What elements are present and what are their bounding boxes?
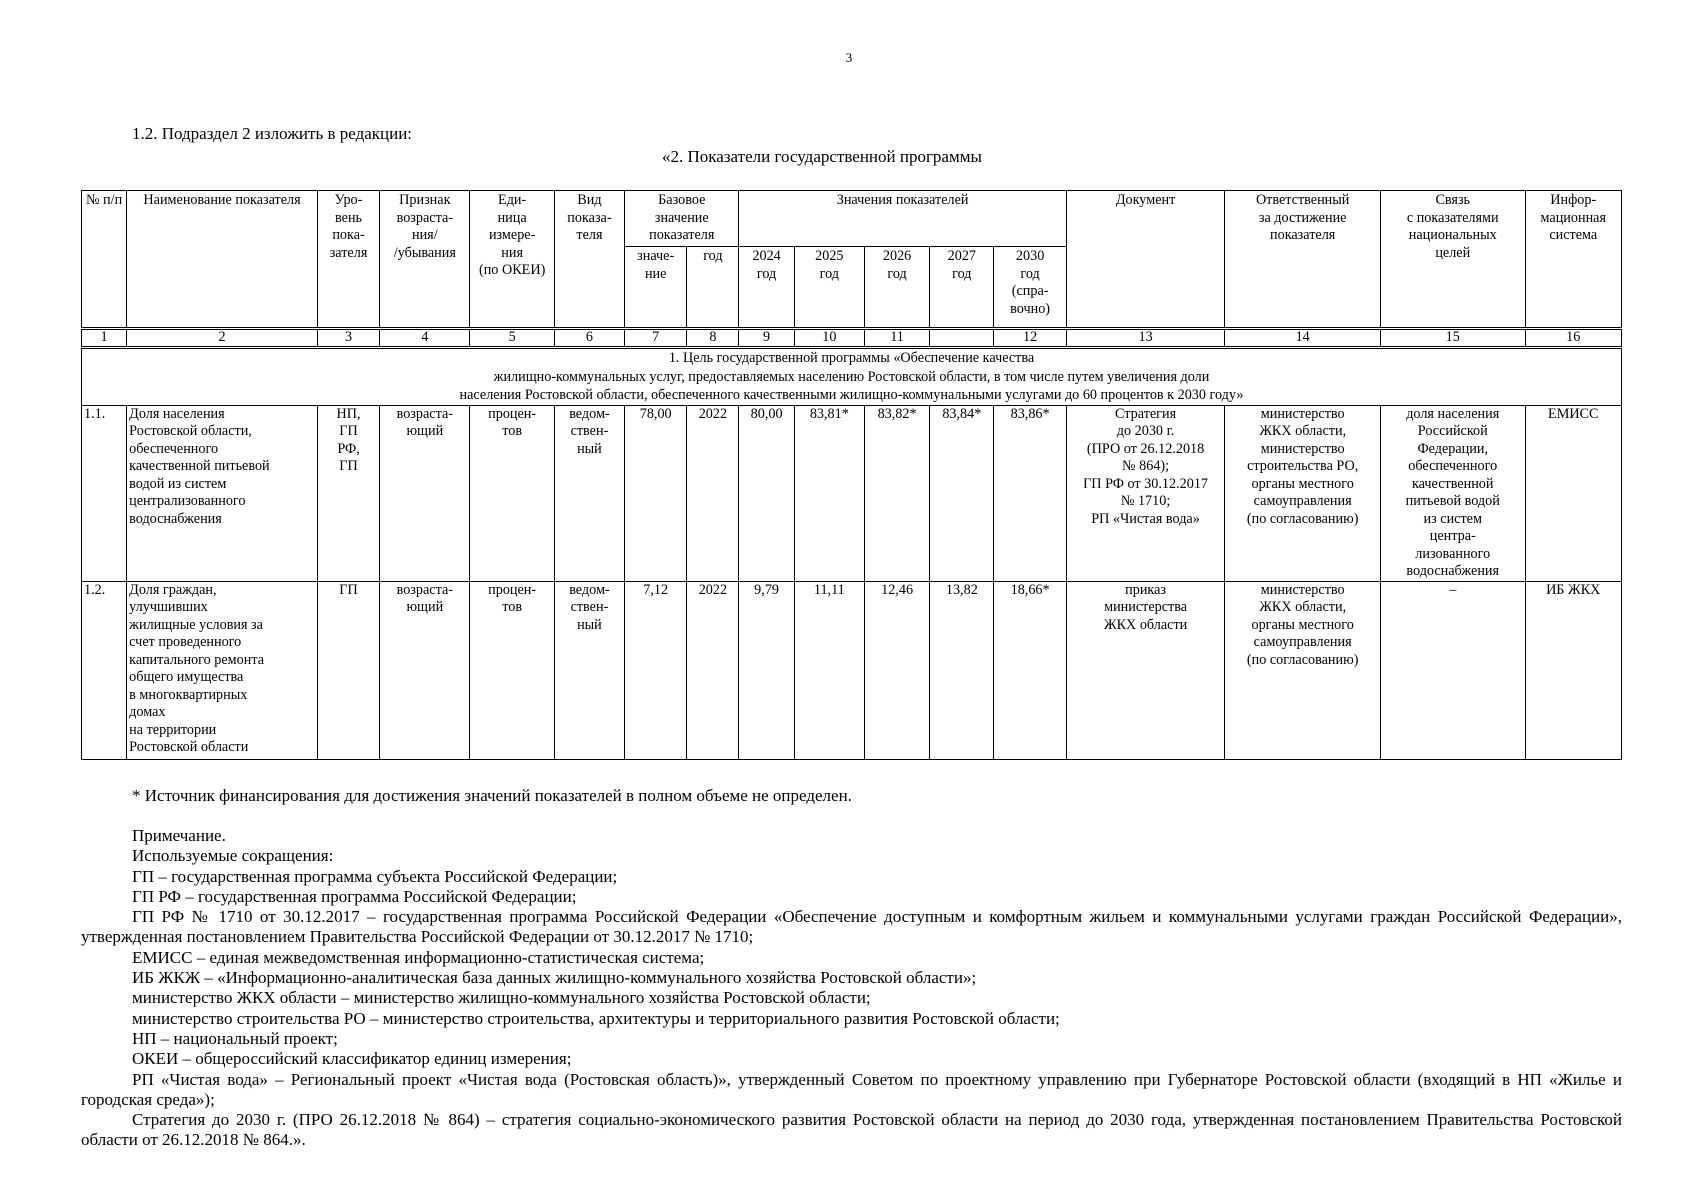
col-number: 9 bbox=[739, 329, 794, 348]
abbreviation-notes bbox=[81, 826, 1622, 1151]
note-line: НП – национальный проект; bbox=[132, 1028, 338, 1048]
row-link: – bbox=[1380, 581, 1525, 759]
header-2026: 2026 год bbox=[864, 247, 929, 329]
footnote: * Источник финансирования для достижения значений показателей в полном объеме не определен. bbox=[132, 786, 852, 805]
header-base-value: значе- ние bbox=[625, 247, 687, 329]
note-line: ГП – государственная программа субъекта Российской Федерации; bbox=[132, 866, 618, 886]
row-base-value: 78,00 bbox=[625, 405, 687, 581]
col-number: 8 bbox=[687, 329, 739, 348]
note-line: Примечание. bbox=[132, 826, 226, 845]
header-responsible: Ответственный за достижение показателя bbox=[1225, 191, 1381, 329]
row-sign: возраста- ющий bbox=[380, 405, 470, 581]
row-responsible: министерство ЖКХ области, органы местного самоуправления (по согласованию) bbox=[1225, 581, 1381, 759]
row-value-2025: 11,11 bbox=[794, 581, 864, 759]
note-line: Стратегия до 2030 г. (ПРО 26.12.2018 № 864) – стратегия социально-экономического развития Ростовской области на период до 2030 года, утвержденная постановлением Правительства Ростовской области от 26.12.2018 № 864.». bbox=[81, 1110, 1622, 1150]
row-responsible: министерство ЖКХ области, министерство строительства РО, органы местного самоуправления (по согласованию) bbox=[1225, 405, 1381, 581]
note-line: ИБ ЖКЖ – «Информационно-аналитическая база данных жилищно-коммунального хозяйства Ростовской области»; bbox=[132, 968, 977, 988]
col-number: 7 bbox=[625, 329, 687, 348]
col-number bbox=[930, 329, 994, 348]
row-type: ведом- ствен- ный bbox=[554, 581, 624, 759]
row-level: ГП bbox=[317, 581, 379, 759]
header-level: Уро- вень пока- зателя bbox=[317, 191, 379, 329]
note-line: ЕМИСС – единая межведомственная информационно-статистическая система; bbox=[132, 947, 705, 967]
goal-text: 1. Цель государственной программы «Обеспечение качества жилищно-коммунальных услуг, предоставляемых населению Ростовской области, в том числе путем увеличения доли населения Ростовской области, обеспеченного качественными жилищно-коммунальными услугами до 60 процентов к 2030 году» bbox=[82, 348, 1622, 406]
row-num: 1.1. bbox=[82, 405, 127, 581]
header-num: № п/п bbox=[82, 191, 127, 329]
col-number: 14 bbox=[1225, 329, 1381, 348]
row-value-2027: 83,84* bbox=[930, 405, 994, 581]
row-unit: процен- тов bbox=[470, 581, 554, 759]
note-line: РП «Чистая вода» – Региональный проект «Чистая вода (Ростовская область)», утвержденный Советом по проектному управлению при Губернаторе Ростовской области (входящий в НП «Жилье и городская среда»); bbox=[81, 1069, 1622, 1109]
header-type: Вид показа- теля bbox=[554, 191, 624, 329]
header-document: Документ bbox=[1066, 191, 1225, 329]
header-2027: 2027 год bbox=[930, 247, 994, 329]
header-name: Наименование показателя bbox=[127, 191, 318, 329]
row-type: ведом- ствен- ный bbox=[554, 405, 624, 581]
table-row bbox=[82, 581, 1622, 759]
col-number: 10 bbox=[794, 329, 864, 348]
col-number: 3 bbox=[317, 329, 379, 348]
row-base-year: 2022 bbox=[687, 405, 739, 581]
row-level: НП, ГП РФ, ГП bbox=[317, 405, 379, 581]
row-name: Доля граждан, улучшивших жилищные условия за счет проведенного капитального ремонта общего имущества в многоквартирных домах на территории Ростовской области bbox=[127, 581, 318, 759]
row-system: ИБ ЖКХ bbox=[1525, 581, 1621, 759]
note-line: ГП РФ – государственная программа Российской Федерации; bbox=[132, 886, 577, 906]
header-base-year: год bbox=[687, 247, 739, 329]
row-value-2025: 83,81* bbox=[794, 405, 864, 581]
row-value-2026: 12,46 bbox=[864, 581, 929, 759]
header-2024: 2024 год bbox=[739, 247, 794, 329]
row-value-2027: 13,82 bbox=[930, 581, 994, 759]
header-values: Значения показателей bbox=[739, 191, 1066, 247]
header-link: Связь с показателями национальных целей bbox=[1380, 191, 1525, 329]
row-unit: процен- тов bbox=[470, 405, 554, 581]
header-2025: 2025 год bbox=[794, 247, 864, 329]
indicators-table bbox=[81, 190, 1622, 760]
col-number: 6 bbox=[554, 329, 624, 348]
col-number: 2 bbox=[127, 329, 318, 348]
note-line: министерство строительства РО – министерство строительства, архитектуры и территориального развития Ростовской области; bbox=[132, 1008, 1060, 1028]
note-line: министерство ЖКХ области – министерство жилищно-коммунального хозяйства Ростовской области; bbox=[132, 988, 871, 1008]
row-value-2030: 18,66* bbox=[994, 581, 1066, 759]
table-row bbox=[82, 405, 1622, 581]
header-2030: 2030 год (спра- вочно) bbox=[994, 247, 1066, 329]
row-base-year: 2022 bbox=[687, 581, 739, 759]
row-sign: возраста- ющий bbox=[380, 581, 470, 759]
note-line: ОКЕИ – общероссийский классификатор единиц измерения; bbox=[132, 1049, 572, 1069]
header-base: Базовое значение показателя bbox=[625, 191, 739, 247]
col-number: 1 bbox=[82, 329, 127, 348]
col-number: 5 bbox=[470, 329, 554, 348]
row-document: Стратегия до 2030 г. (ПРО от 26.12.2018 № 864); ГП РФ от 30.12.2017 № 1710; РП «Чистая вода» bbox=[1066, 405, 1225, 581]
col-number: 16 bbox=[1525, 329, 1621, 348]
page-number: 3 bbox=[845, 50, 853, 65]
col-number: 11 bbox=[864, 329, 929, 348]
section-title: «2. Показатели государственной программы bbox=[662, 147, 982, 166]
row-link: доля населения Российской Федерации, обеспеченного качественной питьевой водой из систем центра- лизованного водоснабжения bbox=[1380, 405, 1525, 581]
note-line: Используемые сокращения: bbox=[132, 846, 334, 866]
col-number: 13 bbox=[1066, 329, 1225, 348]
note-line: ГП РФ № 1710 от 30.12.2017 – государственная программа Российской Федерации «Обеспечение доступным и комфортным жильем и коммунальными услугами граждан Российской Федерации», утвержденная постановлением Правительства Российской Федерации от 30.12.2017 № 1710; bbox=[81, 907, 1622, 947]
row-num: 1.2. bbox=[82, 581, 127, 759]
row-value-2030: 83,86* bbox=[994, 405, 1066, 581]
row-system: ЕМИСС bbox=[1525, 405, 1621, 581]
row-name: Доля населения Ростовской области, обеспеченного качественной питьевой водой из систем централизованного водоснабжения bbox=[127, 405, 318, 581]
col-number: 15 bbox=[1380, 329, 1525, 348]
intro-text: 1.2. Подраздел 2 изложить в редакции: bbox=[132, 124, 413, 143]
col-number: 4 bbox=[380, 329, 470, 348]
header-system: Инфор- мационная система bbox=[1525, 191, 1621, 329]
header-sign: Признак возраста- ния/ /убывания bbox=[380, 191, 470, 329]
col-number: 12 bbox=[994, 329, 1066, 348]
column-numbers-row bbox=[82, 329, 1622, 348]
goal-row bbox=[82, 348, 1622, 406]
row-value-2026: 83,82* bbox=[864, 405, 929, 581]
row-document: приказ министерства ЖКХ области bbox=[1066, 581, 1225, 759]
row-value-2024: 80,00 bbox=[739, 405, 794, 581]
row-base-value: 7,12 bbox=[625, 581, 687, 759]
header-unit: Еди- ница измере- ния (по ОКЕИ) bbox=[470, 191, 554, 329]
row-value-2024: 9,79 bbox=[739, 581, 794, 759]
